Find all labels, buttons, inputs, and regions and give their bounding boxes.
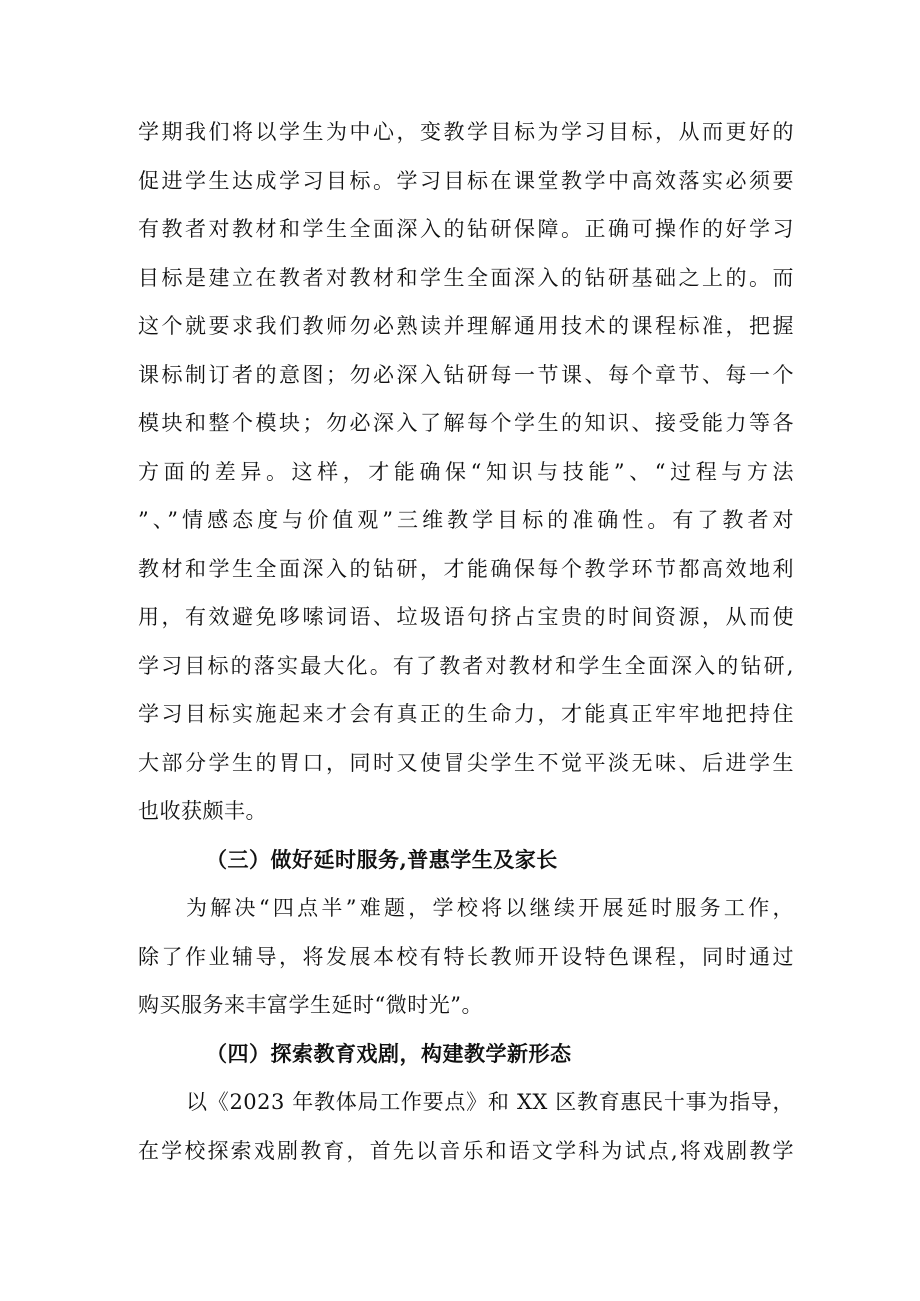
section-heading-4: （四）探索教育戏剧，构建教学新形态 [206,1040,572,1066]
text-line: 有教者对教材和学生全面深入的钻研保障。正确可操作的好学习 [138,217,794,241]
text-line: 学习目标实施起来才会有真正的生命力，才能真正牢牢地把持住 [138,702,794,726]
text-line: 为解决“四点半”难题，学校将以继续开展延时服务工作， [186,896,794,920]
text-line: 课标制订者的意图；勿必深入钻研每一节课、每个章节、每一个 [138,362,794,387]
document-body [138,108,794,1175]
text-line: 目标是建立在教者对教材和学生全面深入的钻研基础之上的。而 [138,265,794,290]
text-line: 在学校探索戏剧教育，首先以音乐和语文学科为试点,将戏剧教学 [138,1138,794,1163]
text-line: 以《2023 年教体局工作要点》和 XX 区教育惠民十事为指导， [186,1090,794,1114]
text-line: 模块和整个模块；勿必深入了解每个学生的知识、接受能力等各 [138,411,794,435]
text-line: 除了作业辅导，将发展本校有特长教师开设特色课程，同时通过 [138,944,794,969]
paragraph-extended-service [138,884,794,1030]
text-line: 也收获颇丰。 [138,799,267,823]
section-heading-3: （三）做好延时服务,普惠学生及家长 [206,846,558,872]
text-line: 促进学生达成学习目标。学习目标在课堂教学中高效落实必须要 [138,168,794,193]
text-line: 学期我们将以学生为中心，变教学目标为学习目标，从而更好的 [138,120,794,144]
text-line: 用，有效避免哆嗦词语、垃圾语句挤占宝贵的时间资源，从而使 [138,605,794,629]
text-line: ”、”情感态度与价值观”三维教学目标的准确性。有了教者对 [138,508,794,532]
paragraph-teaching-goals [138,108,794,836]
text-line: 购买服务来丰富学生延时“微时光”。 [138,993,483,1017]
text-line: 大部分学生的胃口，同时又使冒尖学生不觉平淡无味、后进学生 [138,750,794,775]
text-line: 学习目标的落实最大化。有了教者对教材和学生全面深入的钻研, [138,653,794,678]
text-line: 方面的差异。这样，才能确保“知识与技能”、“过程与方法 [138,459,794,484]
paragraph-drama-education [138,1078,794,1175]
text-line: 这个就要求我们教师勿必熟读并理解通用技术的课程标准，把握 [138,314,794,338]
text-line: 教材和学生全面深入的钻研，才能确保每个教学环节都高效地利 [138,556,794,581]
